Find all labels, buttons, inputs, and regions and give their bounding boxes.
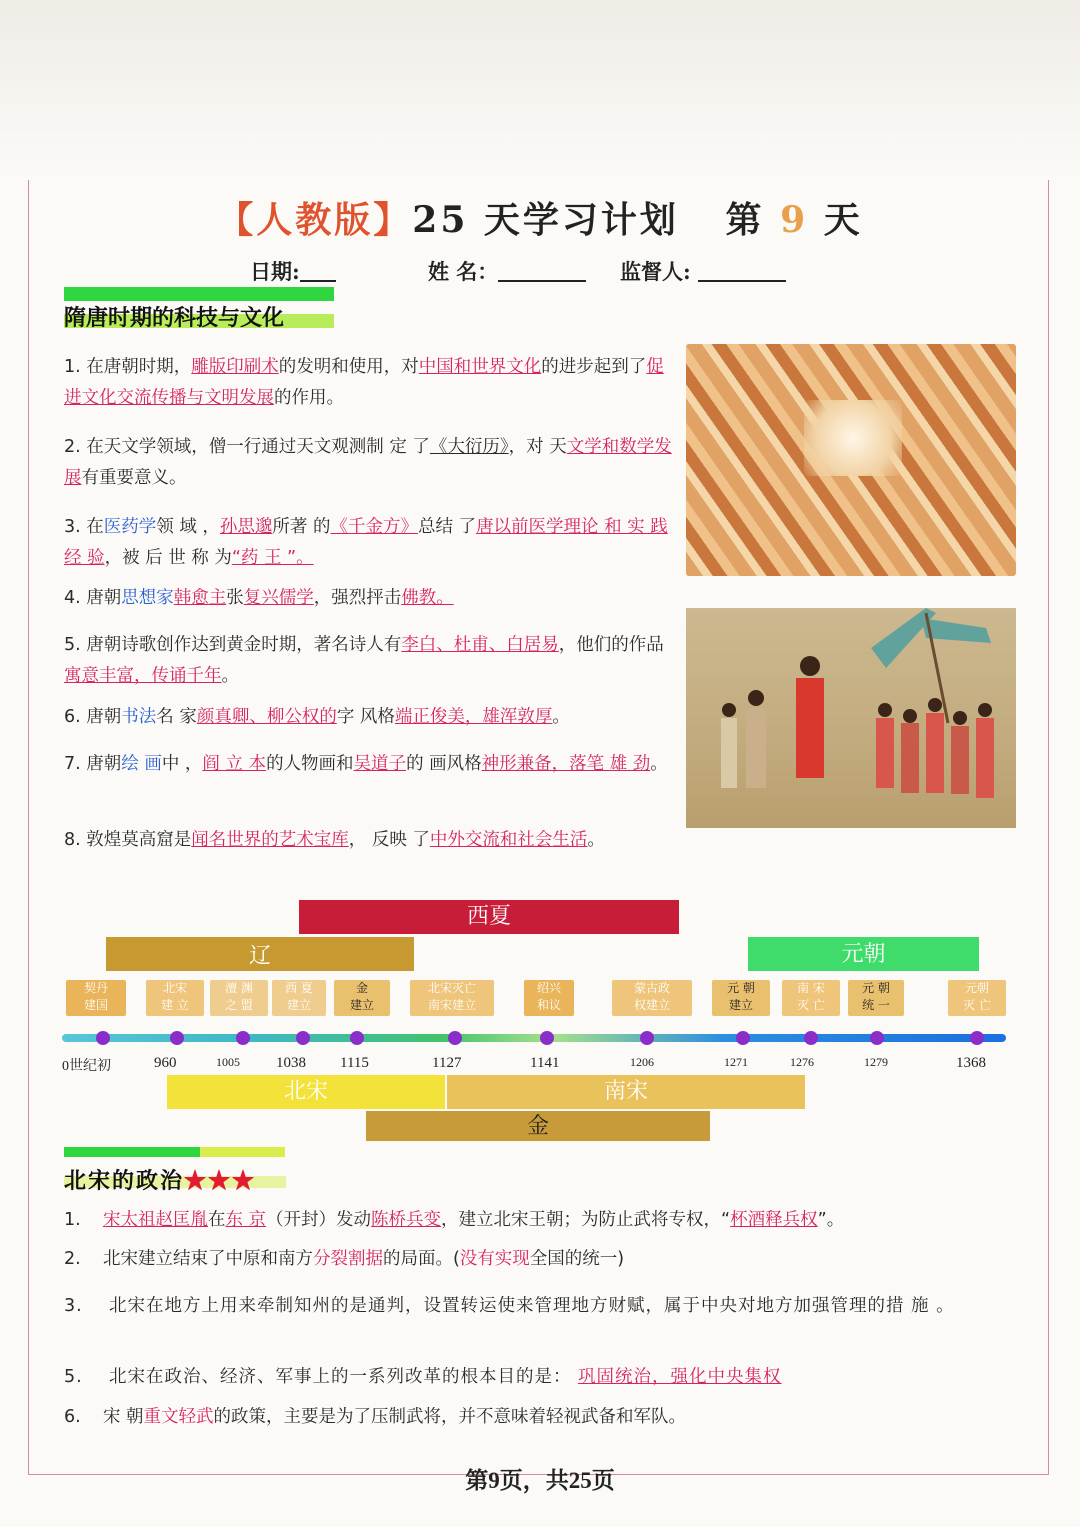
- year-label: 1276: [790, 1055, 814, 1069]
- figure-left: [746, 690, 766, 788]
- year-label: 1271: [724, 1055, 748, 1069]
- event-western-xia-founded: 西 夏 建立: [272, 980, 326, 1016]
- s1-item-1: 1. 在唐朝时期，雕版印刷术的发明和使用，对中国和世界文化的进步起到了促进文化交流传播与文明发展的作用。: [64, 357, 664, 408]
- timeline-dot: [540, 1031, 554, 1045]
- year-label: 1141: [530, 1055, 560, 1071]
- year-label: 1005: [216, 1055, 240, 1069]
- timeline-dot: [170, 1031, 184, 1045]
- s1-item-7: 7. 唐朝绘 画中 ，阎 立 本的人物画和吴道子的 画风格神形兼备，落笔 雄 劲。: [64, 754, 668, 774]
- page-title: [0, 192, 1080, 243]
- info-row: [0, 256, 1080, 290]
- event-mongol-founded: 蒙古政 权建立: [612, 980, 692, 1016]
- title-edition: 【人教版】: [217, 199, 413, 241]
- date-blank[interactable]: [300, 256, 336, 282]
- event-shaoxing-peace: 绍兴 和议: [524, 980, 574, 1016]
- section2-highlight-bar-right: [200, 1147, 285, 1157]
- timeline-dot: [448, 1031, 462, 1045]
- s1-item-3: 3. 在医药学领 域 ，孙思邈所著 的《千金方》总结 了唐以前医学理论 和 实 践 经 验，被 后 世 称 为“药 王 ”。: [64, 517, 668, 568]
- event-khitan-founded: 契丹 建国: [66, 980, 126, 1016]
- timeline-dot: [736, 1031, 750, 1045]
- year-label: 960: [154, 1055, 177, 1071]
- timeline-dot: [236, 1031, 250, 1045]
- timeline-dot: [640, 1031, 654, 1045]
- timeline-axis: [62, 1034, 1006, 1042]
- section2-heading: [64, 1164, 256, 1195]
- name-field[interactable]: [428, 256, 498, 286]
- supervisor-label: 监督人:: [620, 259, 691, 284]
- page-border-left: [28, 180, 29, 1475]
- figure-small: [721, 703, 737, 788]
- s1-item-4: 4. 唐朝思想家韩愈主张复兴儒学，强烈抨击佛教。: [64, 588, 454, 608]
- title-day-number: 9: [780, 199, 809, 241]
- timeline-dot: [804, 1031, 818, 1045]
- title-plan: 25 天学习计划: [412, 199, 679, 241]
- timeline-dot: [96, 1031, 110, 1045]
- section1-heading: 隋唐时期的科技与文化: [64, 305, 285, 330]
- painting-figures-svg: [686, 608, 1016, 828]
- tang-painting-photo: [686, 608, 1016, 828]
- name-blank[interactable]: [498, 256, 586, 282]
- timeline-bar-northern-song: 北宋: [167, 1075, 445, 1109]
- date-label: 日期:: [250, 259, 300, 284]
- page-border-right: [1048, 180, 1049, 1475]
- timeline-bar-liao: 辽: [106, 937, 414, 971]
- s2-item-1: 1. 宋太祖赵匡胤在东 京（开封）发动陈桥兵变，建立北宋王朝；为防止武将专权，“杯酒释兵权”。: [64, 1210, 845, 1230]
- year-label: 1368: [956, 1055, 986, 1071]
- timeline-bar-yuan: 元朝: [748, 937, 979, 971]
- figure-group: [876, 698, 994, 798]
- event-southern-song-fall: 南 宋 灭 亡: [782, 980, 840, 1016]
- name-label: 姓 名：: [428, 259, 499, 284]
- date-field[interactable]: [250, 256, 300, 286]
- timeline-dot: [296, 1031, 310, 1045]
- timeline-bar-southern-song: 南宋: [447, 1075, 805, 1109]
- timeline-dot: [970, 1031, 984, 1045]
- year-label: 1115: [340, 1055, 369, 1071]
- s2-item-6: 6. 宋 朝重文轻武的政策，主要是为了压制武将，并不意味着轻视武备和军队。: [64, 1407, 687, 1427]
- event-yuan-fall: 元朝 灭 亡: [948, 980, 1006, 1016]
- s1-item-2: 2. 在天文学领域，僧一行通过天文观测制 定 了《大衍历》，对 天文学和数学发展有重要意义。: [64, 437, 672, 488]
- year-label: 1206: [630, 1055, 654, 1069]
- event-southern-song-founded: 北宋灭亡 南宋建立: [410, 980, 494, 1016]
- page-number: 第9页，共25页: [465, 1468, 615, 1493]
- event-jin-founded: 金 建立: [334, 980, 390, 1016]
- figure-red-robe: [796, 656, 824, 778]
- event-chanyuan-treaty: 澶 渊 之 盟: [210, 980, 268, 1016]
- timeline-bar-xixia: 西夏: [299, 900, 679, 934]
- supervisor-field[interactable]: [620, 256, 698, 286]
- s2-item-2: 2. 北宋建立结束了中原和南方分裂割据的局面。(没有实现全国的统一): [64, 1249, 625, 1269]
- title-day-prefix: 第: [725, 199, 765, 241]
- title-day-suffix: 天: [823, 199, 863, 241]
- s1-item-5: 5. 唐朝诗歌创作达到黄金时期，著名诗人有李白、杜甫、白居易，他们的作品寓意丰富，传诵千年。: [64, 635, 664, 686]
- header-background: [0, 0, 1080, 180]
- event-yuan-unification: 元 朝 统 一: [848, 980, 904, 1016]
- importance-stars: ★★★: [184, 1168, 257, 1193]
- s2-item-5: 5. 北宋在政治、经济、军事上的一系列改革的根本目的是： 巩固统治，强化中央集权: [64, 1367, 782, 1387]
- s1-item-8: 8. 敦煌莫高窟是闻名世界的艺术宝库， 反映 了中外交流和社会生活。: [64, 830, 605, 850]
- year-label: 0世纪初: [62, 1059, 111, 1074]
- year-label: 1127: [432, 1055, 462, 1071]
- timeline-dot: [350, 1031, 364, 1045]
- s2-item-3: 3. 北宋在地方上用来牵制知州的是通判，设置转运使来管理地方财赋，属于中央对地方加强管理的措 施 。: [64, 1296, 955, 1316]
- section2-heading-text: 北宋的政治: [64, 1168, 185, 1193]
- movable-type-printing-photo: [686, 344, 1016, 576]
- timeline-dot: [870, 1031, 884, 1045]
- supervisor-blank[interactable]: [698, 256, 786, 282]
- year-label: 1038: [276, 1055, 306, 1071]
- year-label: 1279: [864, 1055, 888, 1069]
- event-northern-song-founded: 北宋 建 立: [146, 980, 204, 1016]
- s1-item-6: 6. 唐朝书法名 家颜真卿、柳公权的字 风格端正俊美，雄浑敦厚。: [64, 707, 570, 727]
- timeline-bar-jin: 金: [366, 1111, 710, 1141]
- photo-highlight: [804, 400, 902, 476]
- section2-highlight-bar: [64, 1147, 200, 1157]
- event-yuan-founded: 元 朝 建立: [712, 980, 770, 1016]
- section1-highlight-bar: [64, 287, 334, 301]
